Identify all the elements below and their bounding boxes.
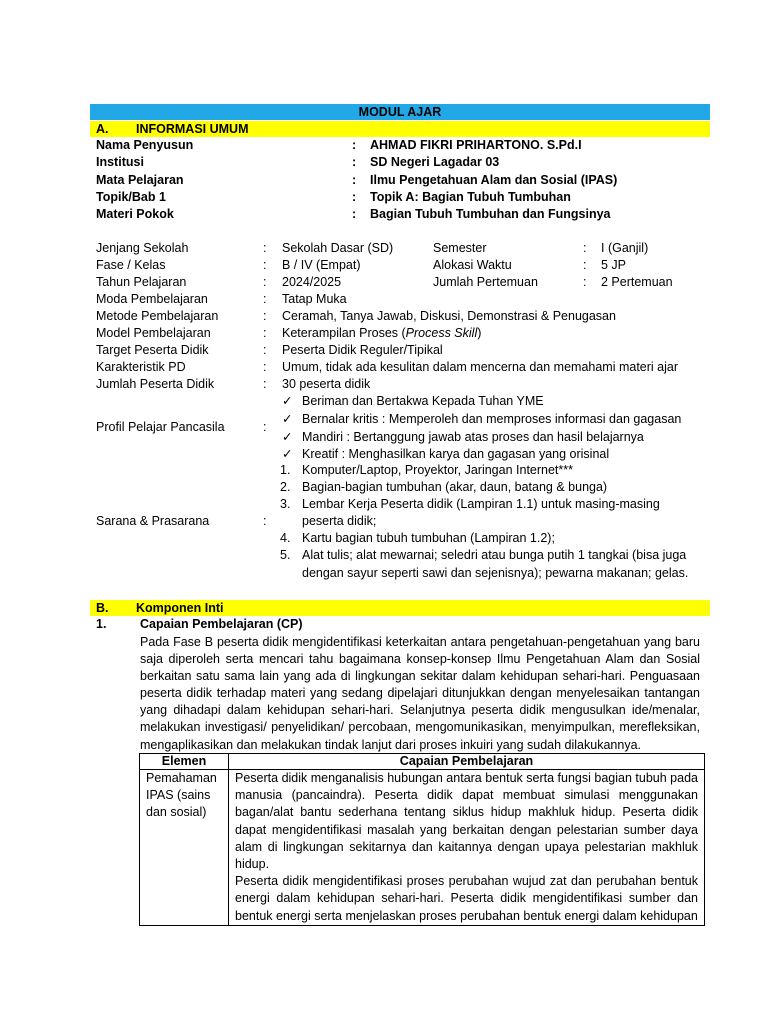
- info-value: Topik A: Bagian Tubuh Tumbuhan: [370, 190, 571, 204]
- table-header-row: [140, 754, 705, 770]
- detail-colon-2: :: [583, 258, 587, 272]
- info-key: Mata Pelajaran: [96, 173, 184, 187]
- sarana-item-number: 5.: [280, 548, 291, 562]
- detail-value: [282, 325, 481, 342]
- detail-colon: :: [263, 309, 267, 323]
- detail-key: Metode Pembelajaran: [96, 309, 219, 323]
- module-title-text: MODUL AJAR: [358, 105, 442, 119]
- detail-value: Peserta Didik Reguler/Tipikal: [282, 343, 443, 357]
- sarana-item: [280, 497, 660, 511]
- info-key: Institusi: [96, 155, 144, 169]
- detail-row-jumlah: [96, 376, 710, 393]
- profil-item-text: Bernalar kritis : Memperoleh dan memproses informasi dan gagasan: [302, 412, 682, 426]
- detail-colon: :: [263, 360, 267, 374]
- sarana-item: [280, 480, 607, 494]
- check-icon: ✓: [282, 447, 293, 461]
- info-colon: :: [352, 155, 357, 169]
- info-row-topik: [96, 189, 710, 206]
- sarana-item: [280, 548, 686, 562]
- detail-colon: :: [263, 292, 267, 306]
- sarana-item-number: 2.: [280, 480, 291, 494]
- info-row-mapel: [96, 172, 710, 189]
- detail-row-moda: [96, 291, 710, 308]
- profil-item-text: Kreatif : Menghasilkan karya dan gagasan yang orisinal: [302, 447, 610, 461]
- info-key: Materi Pokok: [96, 207, 174, 221]
- sarana-item-text: Kartu bagian tubuh tumbuhan (Lampiran 1.2);: [302, 531, 555, 545]
- sarana-item: [280, 463, 573, 477]
- capaian-paragraph-1: Peserta didik menganalisis hubungan antara bentuk serta fungsi bagian tubuh pada manusia (pancaindra). Peserta didik dapat membuat simulasi menggunakan bagan/alat bantu sederhana tentang siklus hidup makhluk hidup. Peserta didik dapat mengidentifikasi masalah yang berkaitan dengan pelestarian sumber daya alam di lingkungan sekitarnya dan kaitannya dengan upaya pelestarian makhluk hidup.: [235, 771, 698, 872]
- detail-row-target: [96, 342, 710, 359]
- profil-item: [282, 446, 609, 461]
- section-a-label: INFORMASI UMUM: [136, 122, 249, 136]
- detail-row-jenjang: [96, 240, 710, 257]
- section-b-header: [90, 600, 710, 616]
- section-b-letter: B.: [96, 601, 109, 615]
- table-cell-capaian: [229, 770, 705, 926]
- model-value-italic: Process Skill: [405, 326, 478, 340]
- sarana-item-text: Bagian-bagian tumbuhan (akar, daun, batang & bunga): [302, 480, 608, 494]
- detail-key-2: Jumlah Pertemuan: [433, 275, 538, 289]
- detail-colon-2: :: [583, 241, 587, 255]
- cp-paragraph: Pada Fase B peserta didik mengidentifikasi keterkaitan antara pengetahuan-pengetahuan yang baru saja diperoleh serta mencari tahu bagaimana konsep-konsep Ilmu Pengetahuan Alam dan Sosial berkaitan satu sama lain yang ada di lingkungan sekitar dalam kehidupan sehari-hari. Penguasaan peserta didik terhadap materi yang sedang dipelajari ditunjukkan dengan menyelesaikan tantangan yang dihadapi dalam kehidupan sehari-hari. Selanjutnya peserta didik mengusulkan ide/menalar, melakukan investigasi/ penyelidikan/ percobaan, mengomunikasikan, menyimpulkan, merefleksikan, mengaplikasikan dan melakukan tindak lanjut dari proses inkuiri yang sudah dilakukannya.: [140, 635, 700, 752]
- detail-key: Jumlah Peserta Didik: [96, 377, 215, 391]
- detail-colon: :: [263, 258, 267, 272]
- detail-value-2: I (Ganjil): [601, 241, 649, 255]
- check-icon: ✓: [282, 430, 293, 444]
- detail-colon: :: [263, 343, 267, 357]
- detail-key: Fase / Kelas: [96, 258, 166, 272]
- detail-key: Tahun Pelajaran: [96, 275, 187, 289]
- info-row-penyusun: [96, 137, 710, 154]
- sarana-item-number: 3.: [280, 497, 291, 511]
- info-key: Nama Penyusun: [96, 138, 194, 152]
- cp-title: Capaian Pembelajaran (CP): [140, 617, 303, 631]
- info-value: Ilmu Pengetahuan Alam dan Sosial (IPAS): [370, 173, 618, 187]
- detail-value-2: 5 JP: [601, 258, 627, 272]
- detail-colon-2: :: [583, 275, 587, 289]
- capaian-paragraph-2: Peserta didik mengidentifikasi proses perubahan wujud zat dan perubahan bentuk energi dalam kehidupan sehari-hari. Peserta didik mengidentifikasi sumber dan bentuk energi serta menjelaskan proses perubahan bentuk energi dalam kehidupan: [235, 874, 698, 923]
- model-value-pre: Keterampilan Proses (: [282, 326, 406, 340]
- detail-value: 30 peserta didik: [282, 377, 371, 391]
- sarana-item: [280, 531, 555, 545]
- check-icon: ✓: [282, 394, 293, 408]
- detail-row-model: [96, 325, 710, 342]
- module-title: [90, 104, 710, 120]
- profil-item: [282, 411, 681, 426]
- detail-value: 2024/2025: [282, 275, 342, 289]
- profil-colon: :: [263, 420, 267, 434]
- detail-key-2: Alokasi Waktu: [433, 258, 512, 272]
- detail-row-karakteristik: [96, 359, 710, 376]
- detail-colon: :: [263, 275, 267, 289]
- info-row-materi: [96, 206, 710, 223]
- section-a-letter: A.: [96, 122, 109, 136]
- model-value-post: ): [477, 326, 482, 340]
- sarana-item-number: 1.: [280, 463, 291, 477]
- sarana-item-continuation: dengan sayur seperti sawi dan sejenisnya); pewarna makanan; gelas.: [302, 566, 689, 580]
- section-b-label: Komponen Inti: [136, 601, 224, 615]
- sarana-item-text: Lembar Kerja Peserta didik (Lampiran 1.1) untuk masing-masing: [302, 497, 660, 511]
- detail-value: Ceramah, Tanya Jawab, Diskusi, Demonstrasi & Penugasan: [282, 309, 616, 323]
- info-colon: :: [352, 138, 357, 152]
- info-row-institusi: [96, 154, 710, 171]
- detail-key: Moda Pembelajaran: [96, 292, 208, 306]
- sarana-item-number: 4.: [280, 531, 291, 545]
- detail-value: Umum, tidak ada kesulitan dalam mencerna dan memahami materi ajar: [282, 360, 679, 374]
- detail-colon: :: [263, 377, 267, 391]
- info-colon: :: [352, 207, 357, 221]
- sarana-item-text: Komputer/Laptop, Proyektor, Jaringan Internet***: [302, 463, 573, 477]
- info-key: Topik/Bab 1: [96, 190, 166, 204]
- detail-key: Karakteristik PD: [96, 360, 186, 374]
- detail-value-2: 2 Pertemuan: [601, 275, 673, 289]
- table-cell-elemen: Pemahaman IPAS (sains dan sosial): [140, 770, 229, 926]
- sarana-item-text: Alat tulis; alat mewarnai; seledri atau bunga putih 1 tangkai (bisa juga: [302, 548, 687, 562]
- table-header-capaian: Capaian Pembelajaran: [229, 754, 705, 770]
- info-value: Bagian Tubuh Tumbuhan dan Fungsinya: [370, 207, 611, 221]
- detail-colon: :: [263, 326, 267, 340]
- detail-key-2: Semester: [433, 241, 487, 255]
- cp-number: 1.: [96, 617, 107, 631]
- profil-key: Profil Pelajar Pancasila: [96, 420, 225, 434]
- detail-value: B / IV (Empat): [282, 258, 361, 272]
- sarana-colon: :: [263, 514, 267, 528]
- detail-value: Sekolah Dasar (SD): [282, 241, 394, 255]
- section-a-header: [90, 121, 710, 137]
- info-colon: :: [352, 173, 357, 187]
- detail-colon: :: [263, 241, 267, 255]
- detail-row-metode: [96, 308, 710, 325]
- info-value: SD Negeri Lagadar 03: [370, 155, 500, 169]
- detail-key: Model Pembelajaran: [96, 326, 211, 340]
- sarana-item-continuation: peserta didik;: [302, 514, 377, 528]
- profil-item-text: Beriman dan Bertakwa Kepada Tuhan YME: [302, 394, 544, 408]
- sarana-key: Sarana & Prasarana: [96, 514, 210, 528]
- cp-table: [139, 753, 705, 926]
- detail-row-fase: [96, 257, 710, 274]
- profil-item-text: Mandiri : Bertanggung jawab atas proses dan hasil belajarnya: [302, 430, 644, 444]
- detail-row-tahun: [96, 274, 710, 291]
- check-icon: ✓: [282, 412, 293, 426]
- detail-value: Tatap Muka: [282, 292, 347, 306]
- table-row: [140, 770, 705, 926]
- profil-item: [282, 429, 644, 444]
- detail-key: Target Peserta Didik: [96, 343, 209, 357]
- info-value: AHMAD FIKRI PRIHARTONO. S.Pd.I: [370, 138, 582, 152]
- detail-key: Jenjang Sekolah: [96, 241, 189, 255]
- table-header-elemen: Elemen: [140, 754, 229, 770]
- info-colon: :: [352, 190, 357, 204]
- profil-item: [282, 393, 544, 408]
